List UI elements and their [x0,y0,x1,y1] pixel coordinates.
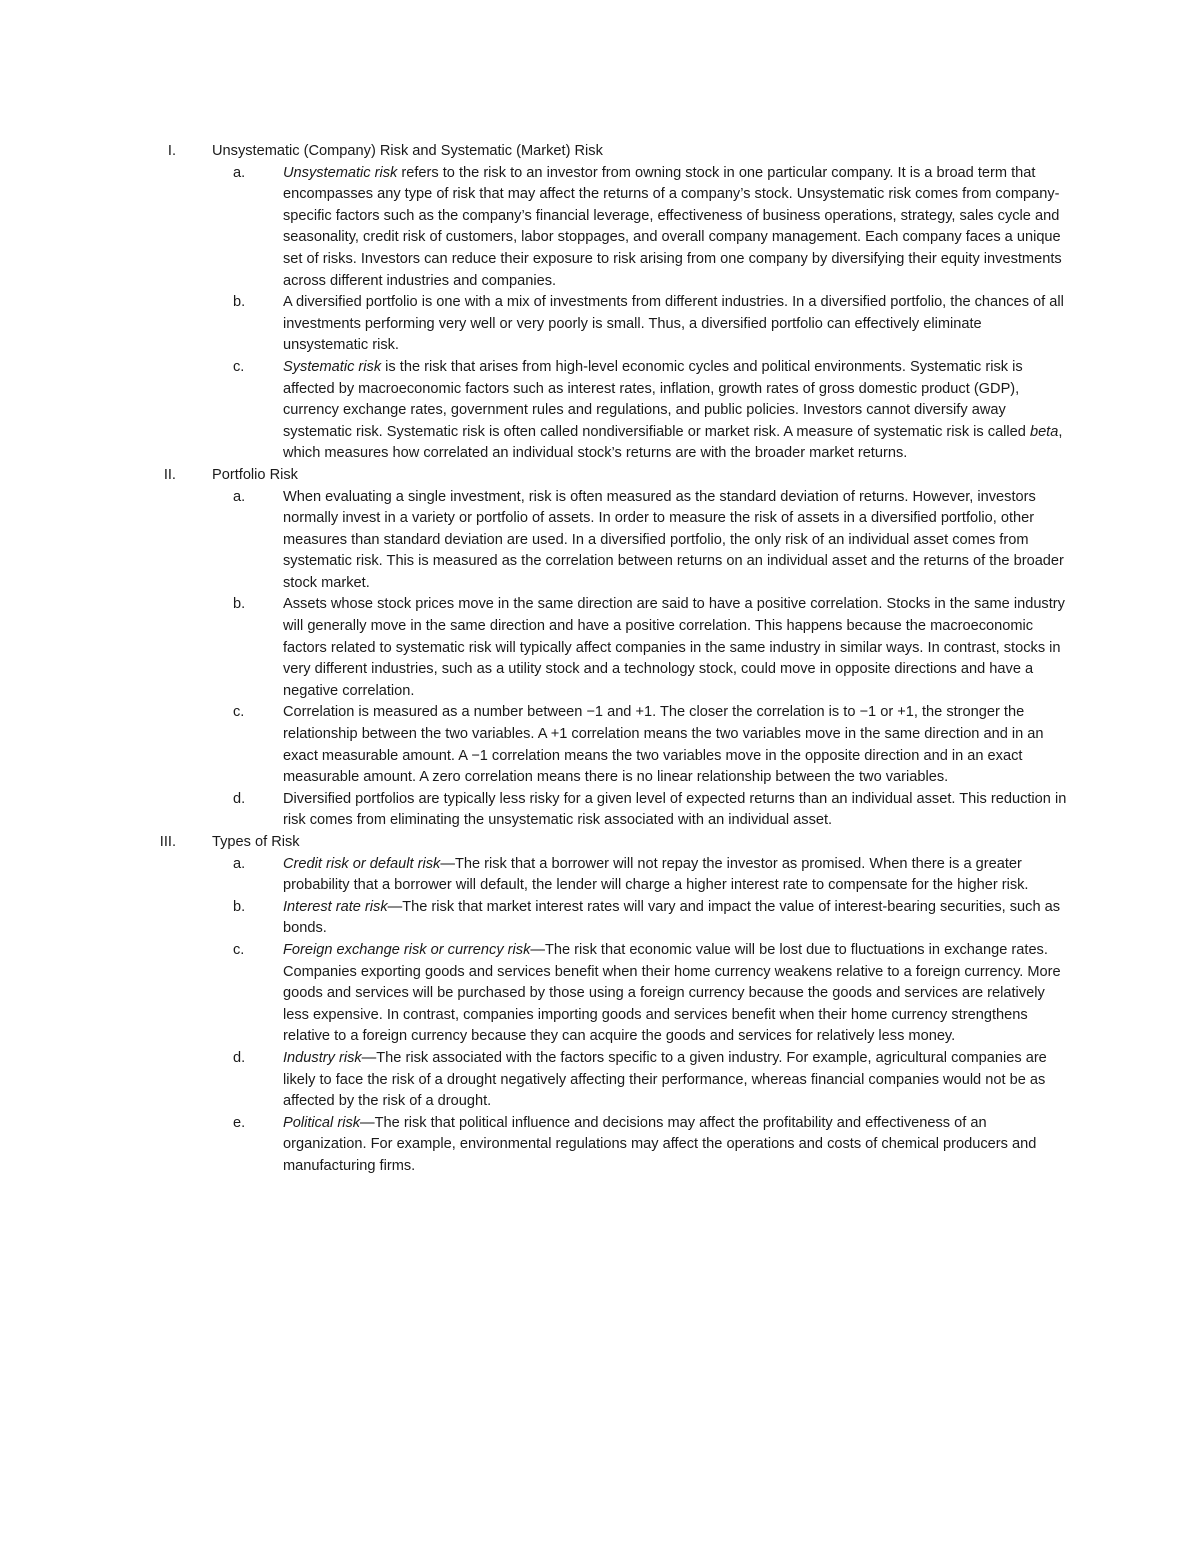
item-letter: c. [233,704,245,721]
item-letter: a. [233,164,246,181]
section-portfolio-risk [0,465,1200,832]
item-term: Credit risk or default risk [283,855,441,872]
item-body: —The risk that political influence and decisions may affect the profitability and effectiveness of an organization. For example, environmental regulations may affect the operations and costs of chemical producers and manufacturing firms. [283,1114,1037,1174]
item-text [283,487,1068,595]
item-letter: b. [233,596,246,613]
item-letter: d. [233,790,246,807]
item-letter: d. [233,1049,246,1066]
item-text [283,854,1068,897]
section-title: Unsystematic (Company) Risk and Systematic (Market) Risk [212,143,603,159]
item-text [283,702,1068,788]
list-item [0,487,1200,595]
item-term: Systematic risk [283,358,382,375]
item-body: refers to the risk to an investor from owning stock in one particular company. It is a broad term that encompasses any type of risk that may affect the returns of a company’s stock. Unsystematic risk comes from company-specific factors such as the company’s financial leverage, effectiveness of business operations, strategy, sales cycle and seasonality, credit risk of customers, labor stoppages, and overall company management. Each company faces a unique set of risks. Investors can reduce their exposure to risk arising from one company by diversifying their equity investments across different industries and companies. [283,164,1062,289]
item-letter: b. [233,294,246,311]
item-body: Correlation is measured as a number between −1 and +1. The closer the correlation is to −1 or +1, the stronger the relationship between the two variables. A +1 correlation means the two variables move in the same direction and in an exact measurable amount. A −1 correlation means the two variables move in the opposite direction and in an exact measurable amount. A zero correlation means there is no linear relationship between the two variables. [283,704,1044,786]
list-item [0,163,1200,293]
list-item [0,940,1200,1048]
item-body: —The risk associated with the factors specific to a given industry. For example, agricultural companies are likely to face the risk of a drought negatively affecting their performance, whereas financial companies would not be as affected by the risk of a drought. [283,1049,1047,1110]
section-numeral: I. [167,143,176,159]
item-text [283,357,1068,465]
list-item [0,702,1200,788]
item-body: is the risk that arises from high-level economic cycles and political environments. Systematic risk is affected by macroeconomic factors such as interest rates, inflation, growth rates of gross domestic product (GDP), currency exchange rates, government rules and regulations, and public policies. Investors cannot diversify away systematic risk. Systematic risk is often called nondiversifiable or market risk. A measure of systematic risk is called [283,358,1030,440]
item-letter: c. [233,358,245,375]
item-letter: b. [233,898,246,915]
item-text [283,1048,1068,1113]
item-letter: c. [233,941,245,958]
item-text [283,940,1068,1048]
list-item [0,1048,1200,1113]
item-letter: e. [233,1114,246,1131]
item-body: When evaluating a single investment, risk is often measured as the standard deviation of returns. However, investors normally invest in a variety or portfolio of assets. In order to measure the risk of assets in a diversified portfolio, other measures than standard deviation are used. In a diversified portfolio, the only risk of an individual asset comes from systematic risk. This is measured as the correlation between returns on an individual asset and the returns of the broader stock market. [283,488,1064,591]
item-term: Unsystematic risk [283,164,398,181]
item-body: Diversified portfolios are typically less risky for a given level of expected returns than an individual asset. This reduction in risk comes from eliminating the unsystematic risk associated with an individual asset. [283,790,1067,829]
list-item [0,594,1200,702]
item-term: Industry risk [283,1049,362,1066]
section-numeral: III. [159,834,176,850]
section-heading [0,832,1200,854]
item-term: Political risk [283,1114,361,1131]
item-body: Assets whose stock prices move in the same direction are said to have a positive correlation. Stocks in the same industry will generally move in the same direction and have a positive correlation. This happens because the macroeconomic factors related to systematic risk will typically affect companies in the same industry in similar ways. In contrast, stocks in very different industries, such as a utility stock and a technology stock, could move in opposite directions and have a negative correlation. [283,596,1065,699]
item-body: —The risk that market interest rates will vary and impact the value of interest-bearing securities, such as bonds. [283,898,1061,937]
list-item [0,854,1200,897]
item-term: Interest rate risk [283,898,388,915]
section-title: Types of Risk [212,834,300,850]
section-title: Portfolio Risk [212,466,298,483]
item-body: A diversified portfolio is one with a mix of investments from different industries. In a diversified portfolio, the chances of all investments performing very well or very poorly is small. Thus, a diversified portfolio can effectively eliminate unsystematic risk. [283,294,1064,354]
item-letter: a. [233,855,246,872]
list-item [0,789,1200,832]
outline [0,141,1200,1178]
section-heading [0,141,1200,163]
item-body-end: , which measures how correlated an individual stock’s returns are with the broader market returns. [283,423,1063,462]
item-term-beta: beta [1029,423,1059,440]
item-text [283,594,1068,702]
list-item [0,897,1200,940]
item-text [283,789,1068,832]
section-unsystematic-systematic-risk [0,141,1200,465]
list-item [0,292,1200,357]
item-body: —The risk that economic value will be lost due to fluctuations in exchange rates. Companies exporting goods and services benefit when their home currency weakens relative to a foreign currency. More goods and services will be purchased by those using a foreign currency because the goods and services are relatively less expensive. In contrast, companies importing goods and services benefit when their home currency strengthens relative to a foreign currency because they can acquire the goods and services for relatively less money. [283,941,1061,1045]
item-term: Foreign exchange risk or currency risk [283,941,531,958]
item-text [283,163,1068,293]
section-heading [0,465,1200,487]
item-letter: a. [233,488,246,505]
item-text [283,292,1068,357]
item-text [283,1113,1068,1178]
list-item [0,1113,1200,1178]
item-text [283,897,1068,940]
list-item [0,357,1200,465]
item-body: —The risk that a borrower will not repay the investor as promised. When there is a greater probability that a borrower will default, the lender will charge a higher interest rate to compensate for the higher risk. [283,855,1029,894]
section-types-of-risk [0,832,1200,1178]
section-numeral: II. [163,466,176,483]
